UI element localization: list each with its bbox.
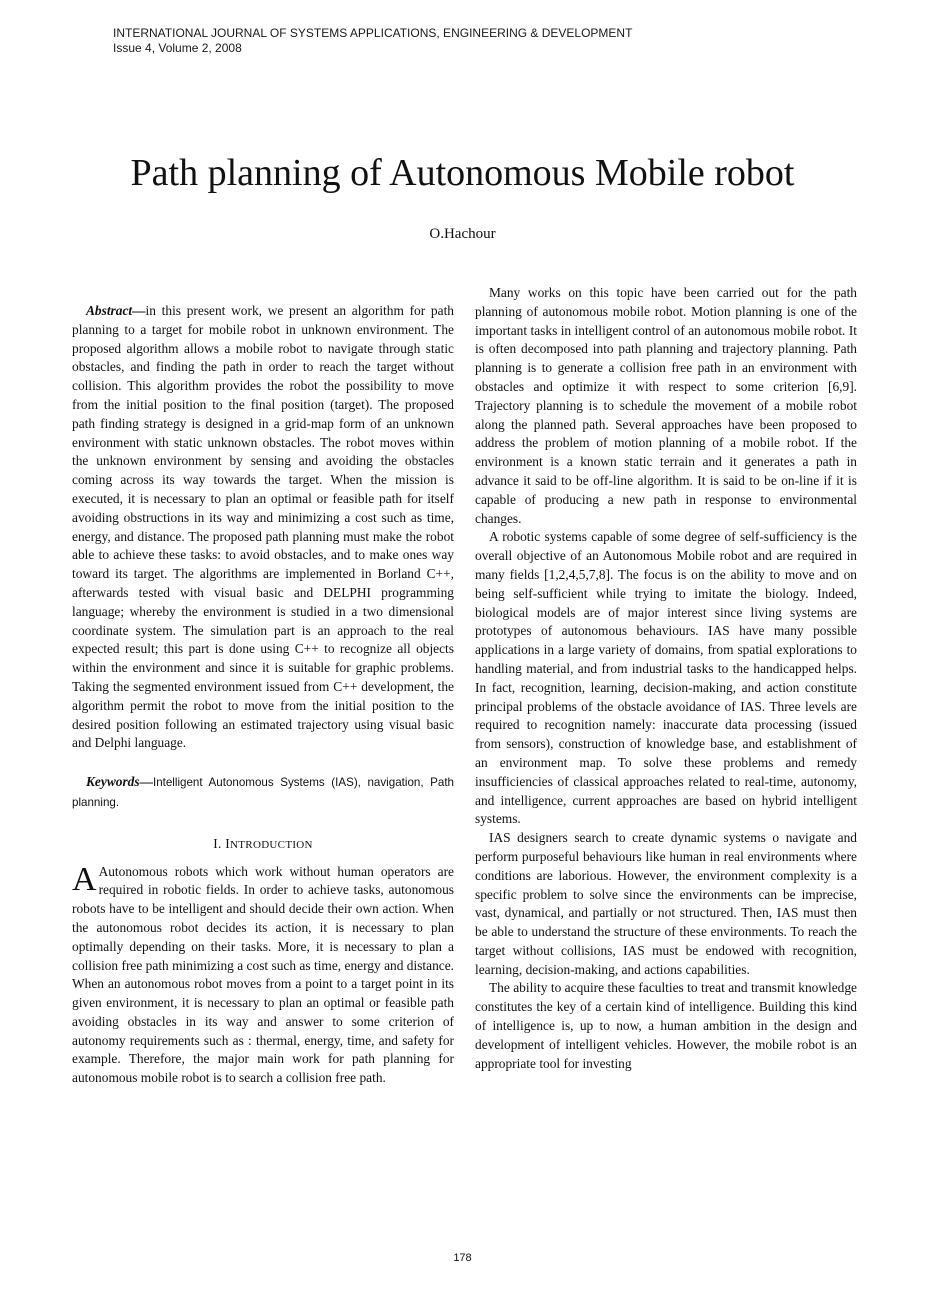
abstract-label: Abstract— bbox=[86, 303, 146, 318]
section-heading-introduction bbox=[72, 835, 454, 855]
body-paragraph-1: Many works on this topic have been carried out for the path planning of autonomous mobile robot. Motion planning is one of the important tasks in intelligent control of an autonomous mobile robot. It is often decomposed into path planning and trajectory planning. Path planning is to generate a collision free path in an environment with obstacles and optimize it with respect to some criterion [6,9]. Trajectory planning is to schedule the movement of a mobile robot along the planned path. Several approaches have been proposed to address the problem of motion planning of a mobile robot. If the environment is a known static terrain and it generates a path in advance it said to be off-line algorithm. It is said to be on-line if it is capable of producing a new path in response to environmental changes. bbox=[475, 285, 857, 526]
intro-text: Autonomous robots which work without human operators are required in robotic fields. In order to achieve tasks, autonomous robots have to be intelligent and should decide their own action. When the autonomous robot decides its action, it is necessary to plan optimally depending on their tasks. More, it is necessary to plan a collision free path minimizing a cost such as time, energy and distance. When an autonomous robot moves from a point to a target point in its given environment, it is necessary to plan an optimal or feasible path avoiding obstacles in its way and answer to some criterion of autonomy requirements such as : thermal, energy, time, and safety for example. Therefore, the major main work for path planning for autonomous mobile robot is to search a collision free path. bbox=[72, 863, 454, 1086]
body-paragraph-4: The ability to acquire these faculties to treat and transmit knowledge constitutes the key of a certain kind of intelligence. Building this kind of intelligence is, up to now, a human ambition in the design and development of intelligent vehicles. However, the mobile robot is an appropriate tool for investing bbox=[475, 980, 857, 1071]
keywords-paragraph bbox=[72, 773, 454, 813]
right-column bbox=[475, 284, 857, 1073]
drop-cap: A bbox=[72, 860, 97, 898]
intro-paragraph bbox=[72, 860, 454, 1089]
section-title-initial: I bbox=[225, 835, 231, 851]
abstract-text: in this present work, we present an algorithm for path planning to a target for mobile robot in unknown environment. The proposed algorithm allows a mobile robot to navigate through static obstacles, and finding the path in order to reach the target without collision. This algorithm provides the robot the possibility to move from the initial position to the final position (target). The proposed path finding strategy is designed in a grid-map form of an unknown environment with static unknown obstacles. The robot moves within the unknown environment by sensing and avoiding the obstacles coming across its way towards the target. When the mission is executed, it is necessary to plan an optimal or feasible path for itself avoiding obstructions in its way and minimizing a cost such as time, energy, and distance. The proposed path planning must make the robot able to achieve these tasks: to avoid obstacles, and to make ones way toward its target. The algorithms are implemented in Borland C++, afterwards tested with visual basic and DELPHI programming language; whereby the environment is studied in a two dimensional coordinate system. The simulation part is an approach to the real expected result; this part is done using C++ to recognize all objects within the environment and since it is suitable for graphic problems. Taking the segmented environment issued from C++ development, the algorithm permit the robot to move from the initial position to the desired position following an estimated trajectory using visual basic and Delphi language. bbox=[72, 303, 454, 751]
body-paragraph-2: A robotic systems capable of some degree of self-sufficiency is the overall objective of an Autonomous Mobile robot and are required in many fields [1,2,4,5,7,8]. The focus is on the ability to move and on being self-sufficient while trying to imitate the biology. Indeed, biological models are of major interest since living systems are prototypes of autonomous behaviours. IAS have many possible applications in a large variety of domains, from spatial explorations to handling material, and from industrial tasks to the handicapped helps. In fact, recognition, learning, decision-making, and action constitute principal problems of the obstacle avoidance of IAS. Three levels are required to recognition namely: inaccurate data processing (issued from sensors), construction of knowledge base, and establishment of an environment map. To solve these problems and remedy insufficiencies of classical approaches related to real-time, autonomy, and intelligence, current approaches are based on hybrid intelligent systems. bbox=[475, 529, 857, 827]
body-paragraph-3: IAS designers search to create dynamic systems o navigate and perform purposeful behaviours like human in real environments where conditions are laborious. However, the environment complexity is a specific problem to solve since the environments can be imprecise, vast, dynamical, and partially or not structured. Then, IAS must then be able to understand the structure of these environments. To reach the target without collisions, IAS must be endowed with recognition, learning, decision-making, and actions capabilities. bbox=[475, 830, 857, 977]
journal-issue: Issue 4, Volume 2, 2008 bbox=[113, 41, 242, 55]
author-name: O.Hachour bbox=[429, 226, 496, 242]
section-number: I. bbox=[213, 835, 222, 851]
left-column bbox=[72, 302, 454, 1088]
paper-title: Path planning of Autonomous Mobile robot bbox=[130, 152, 795, 194]
abstract-paragraph bbox=[72, 302, 454, 753]
section-title-rest: NTRODUCTION bbox=[230, 838, 313, 851]
journal-name: INTERNATIONAL JOURNAL OF SYSTEMS APPLICATIONS, ENGINEERING & DEVELOPMENT bbox=[113, 26, 633, 40]
page-number: 178 bbox=[453, 1252, 472, 1264]
journal-header bbox=[113, 26, 632, 56]
keywords-label: Keywords— bbox=[86, 774, 153, 790]
keywords-text: Intelligent Autonomous Systems (IAS), navigation, Path planning. bbox=[72, 776, 454, 809]
